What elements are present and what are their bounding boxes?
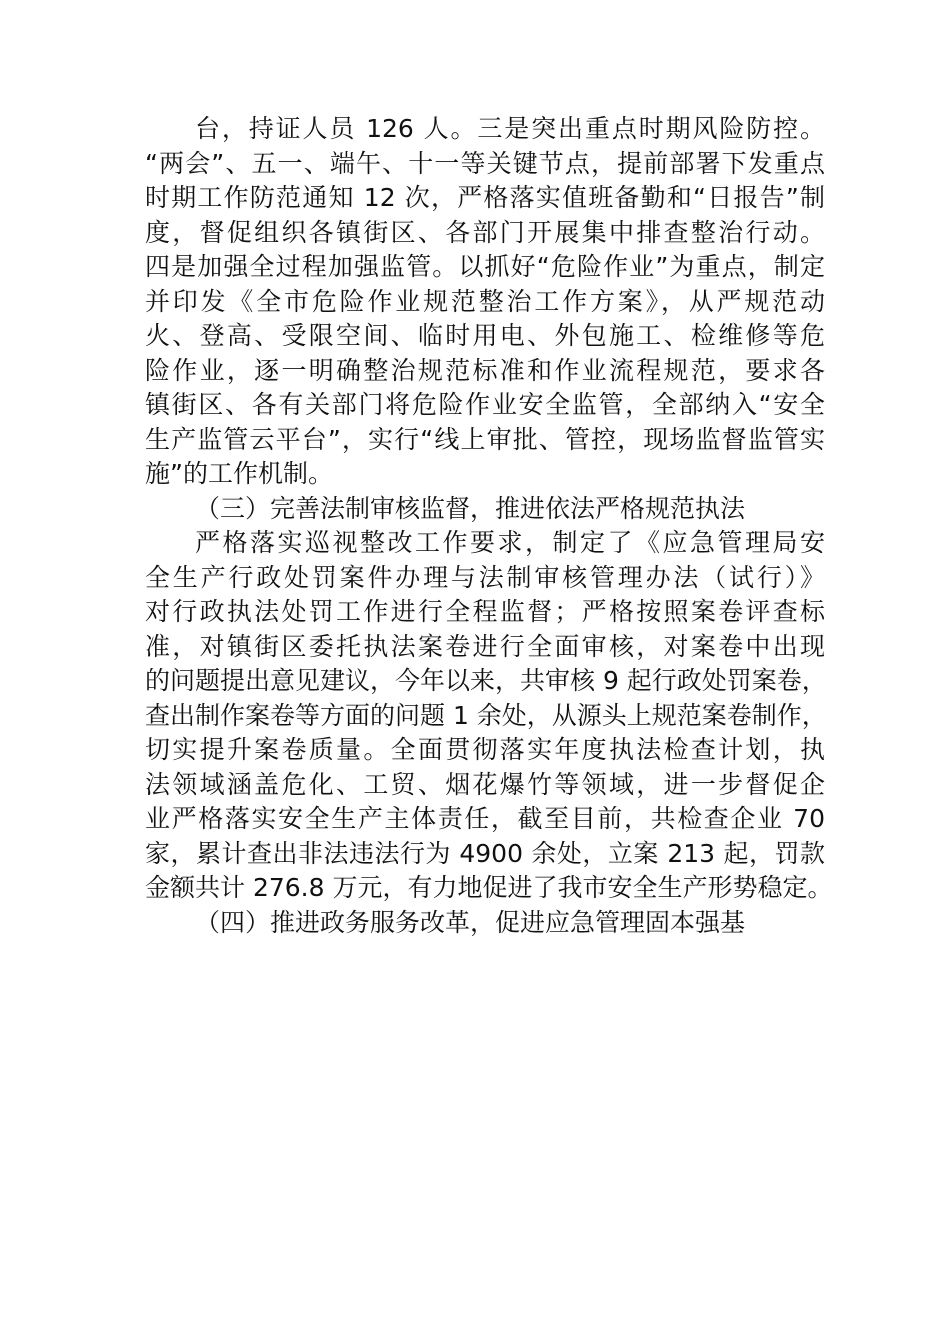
paragraph-2-line-8: 法领域涵盖危化、工贸、烟花爆竹等领域，进一步督促企: [145, 769, 825, 799]
paragraph-1-line-10: 生产监管云平台”，实行“线上审批、管控，现场监督监管实: [145, 424, 825, 454]
paragraph-2-line-7: 切实提升案卷质量。全面贯彻落实年度执法检查计划，执: [145, 735, 825, 764]
paragraph-1-line-5: 四是加强全过程加强监管。以抓好“危险作业”为重点，制定: [145, 252, 825, 281]
paragraph-1-line-1: 台，持证人员 126 人。三是突出重点时期风险防控。: [195, 114, 825, 143]
paragraph-2-line-6: 查出制作案卷等方面的问题 1 余处，从源头上规范案卷制作，: [145, 700, 827, 730]
paragraph-1-line-6: 并印发《全市危险作业规范整治工作方案》，从严规范动: [145, 286, 825, 316]
section-heading-4: （四）推进政务服务改革，促进应急管理固本强基: [195, 907, 746, 937]
paragraph-2-line-3: 对行政执法处罚工作进行全程监督；严格按照案卷评查标: [145, 597, 825, 626]
paragraph-1-line-9: 镇街区、各有关部门将危险作业安全监管，全部纳入“安全: [145, 390, 825, 419]
paragraph-2-line-4: 准，对镇街区委托执法案卷进行全面审核，对案卷中出现: [145, 631, 825, 661]
paragraph-1-line-8: 险作业，逐一明确整治规范标准和作业流程规范，要求各: [145, 355, 825, 385]
paragraph-2-line-2: 全生产行政处罚案件办理与法制审核管理办法（试行）》: [145, 562, 825, 592]
paragraph-2-line-1: 严格落实巡视整改工作要求，制定了《应急管理局安: [195, 528, 825, 557]
document-body: [145, 112, 833, 940]
paragraph-2-line-9: 业严格落实安全生产主体责任，截至目前，共检查企业 70: [145, 804, 825, 833]
section-heading-3: （三）完善法制审核监督，推进依法严格规范执法: [195, 493, 746, 523]
paragraph-2-line-11: 金额共计 276.8 万元，有力地促进了我市安全生产形势稳定。: [145, 873, 833, 902]
paragraph-2-line-5: 的问题提出意见建议，今年以来，共审核 9 起行政处罚案卷，: [145, 666, 827, 695]
paragraph-1-line-11: 施”的工作机制。: [145, 459, 333, 488]
paragraph-2-line-10: 家，累计查出非法违法行为 4900 余处，立案 213 起，罚款: [145, 838, 825, 868]
paragraph-1-line-7: 火、登高、受限空间、临时用电、外包施工、检维修等危: [145, 321, 825, 350]
paragraph-1-line-4: 度，督促组织各镇街区、各部门开展集中排查整治行动。: [145, 217, 825, 247]
paragraph-1-line-3: 时期工作防范通知 12 次，严格落实值班备勤和“日报告”制: [145, 183, 825, 212]
paragraph-1-line-2: “两会”、五一、端午、十一等关键节点，提前部署下发重点: [145, 148, 825, 178]
